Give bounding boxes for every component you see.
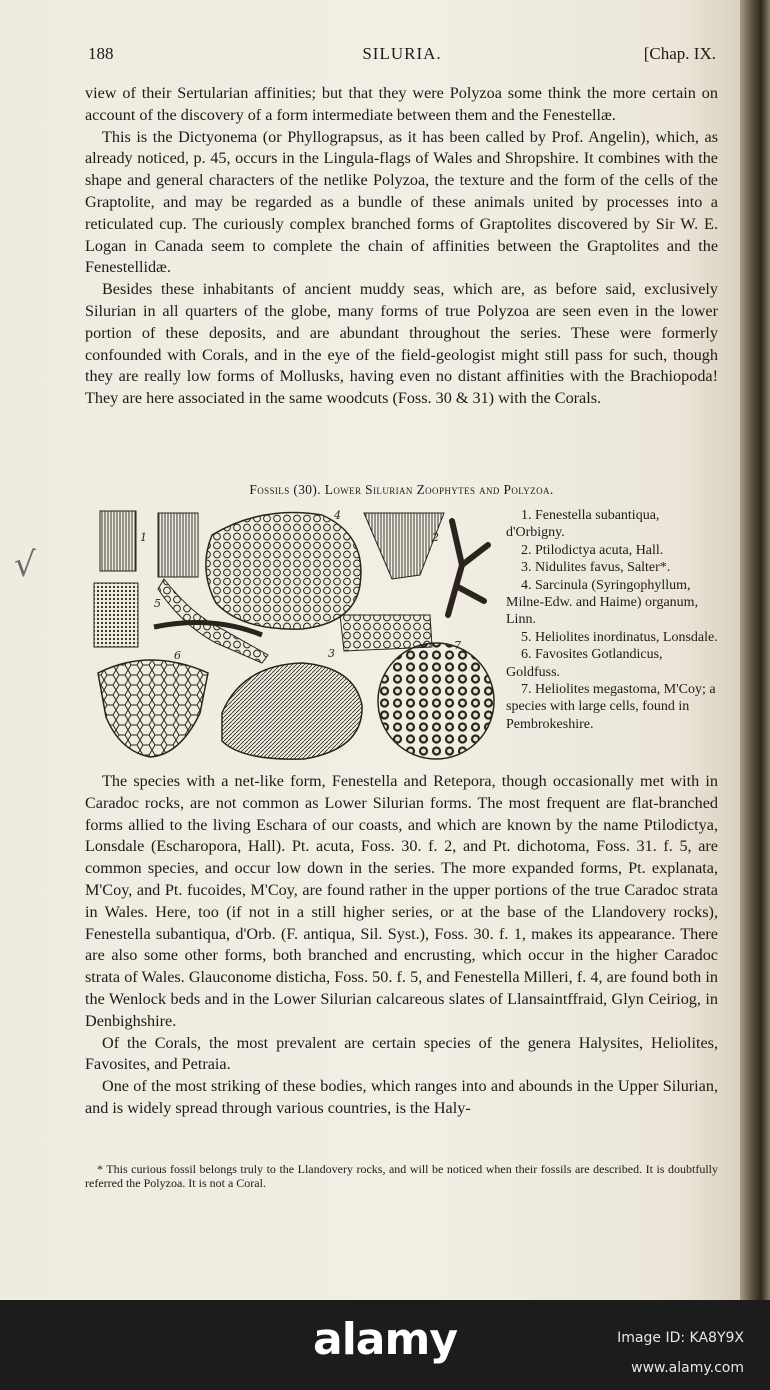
paragraph: The species with a net-like form, Fenestella and Retepora, though occasionally met with in Caradoc rocks, are not common as Lower Silurian forms. The most frequent are flat-branched forms allied to the living Eschara of our coasts, and which are known by the name Ptilodictya, Lonsdale (Escharopora, Hall). Pt. acuta, Foss. 30. f. 2, and Pt. dichotoma, Foss. 31. f. 5, are common species, and occur low down in the series. The more expanded forms, Pt. explanata, M'Coy, and Pt. fucoides, M'Coy, are found rather in the upper portions of the true Caradoc strata in Wales. Here, too (if not in a still higher series, or at the base of the Llandovery rocks), Fenestella subantiqua, d'Orb. (F. antiqua, Sil. Syst.), Foss. 30. f. 1, makes its appearance. There are also some other forms, both branched and encrusting, which occur in the higher Caradoc strata of Wales. Glauconome disticha, Foss. 50. f. 5, and Fenestella Milleri, f. 4, are found both in the Wenlock beds and in the Lower Silurian calcareous slates of Llansaintffraid, Glyn Ceiriog, in Denbighshire. [85,772,718,1030]
heliolites-megastoma-sketch [378,639,494,759]
legend-item: 1. Fenestella subantiqua, d'Orbigny. [506,508,660,541]
legend-item: 2. Ptilodictya acuta, Hall. [521,542,664,558]
paragraph: This is the Dictyonema (or Phyllograpsus, as it has been called by Prof. Angelin), which, as already noticed, p. 45, occurs in the Lingula-flags of Wales and Shropshire. It combines with the shape and general characters of the netlike Polyzoa, the texture and the form of the cells of the Graptolite, and may be regarded as a bundle of these animals united by processes into a reticulated cup. The curiously complex branched forms of Graptolites discovered by Sir W. E. Logan in Canada seem to complete the chain of affinities between the Graptolites and the Fenestellidæ. [85,127,718,277]
fenestella-sketch [100,511,198,577]
legend-item: 6. Favosites Gotlandicus, Goldfuss. [506,647,663,680]
figure-label-3: 3 [328,647,335,660]
ptilodictya-sketch [364,513,488,615]
favosites-sketch [98,649,208,757]
figure-caption: Fossils (30). Lower Silurian Zoophytes and Polyzoa. [249,482,554,497]
figure-label-1: 1 [140,531,147,544]
running-header [88,44,716,66]
figure-label-2: 2 [432,531,439,544]
image-id-label: Image ID: KA8Y9X [617,1330,744,1346]
legend-item: 7. Heliolites megastoma, M'Coy; a species with large cells, found in Pembrokeshire. [506,682,716,732]
legend-item: 4. Sarcinula (Syringophyllum, Milne-Edw. and Haime) organum, Linn. [506,577,699,628]
alamy-logo: alamy [313,1314,457,1365]
legend-item: 5. Heliolites inordinatus, Lonsdale. [521,629,718,645]
book-spine [740,0,770,1300]
stock-watermark-banner [0,1300,770,1390]
pencil-tick-mark: √ [14,545,36,585]
footnote: * This curious fossil belongs truly to the Llandovery rocks, and will be noticed when their fossils are described. It is doubtfully referred the Polyzoa. It is not a Coral. [85,1162,718,1191]
legend-item: 3. Nidulites favus, Salter*. [521,560,671,576]
fossil-woodcut-figure [92,505,498,767]
paragraph: Besides these inhabitants of ancient muddy seas, which are, as before said, exclusively Silurian in all quarters of the globe, many forms of true Polyzoa are seen even in the lower portion of these deposits, and are abundant throughout the series. These were formerly confounded with Corals, and in the eye of the field-geologist might still pass for such, though they are really low forms of Mollusks, having even no distant affinities with the Brachiopoda! They are here associated in the same woodcuts (Foss. 30 & 31) with the Corals. [85,280,718,408]
figure-label-7: 7 [454,639,461,652]
page-number: 188 [88,44,114,63]
figure-legend [506,507,718,733]
paragraph: One of the most striking of these bodies, which ranges into and abounds in the Upper Silurian, and is widely spread through various countries, is the Haly- [85,1077,718,1117]
watermark-url: www.alamy.com [631,1360,744,1376]
running-title: SILURIA. [362,44,442,63]
body-text-bottom [85,771,718,1120]
sarcinula-sketch [206,509,361,629]
figure-label-6: 6 [174,649,181,662]
chapter-label: [Chap. IX. [643,44,716,63]
body-text-top [85,83,718,410]
paragraph: Of the Corals, the most prevalent are certain species of the genera Halysites, Heliolites, Favosites, and Petraia. [85,1033,718,1074]
paragraph: view of their Sertularian affinities; but that they were Polyzoa some think the more certain on account of the discovery of a form intermediate between them and the Fenestellæ. [85,84,718,124]
figure-label-4: 4 [334,509,341,522]
figure-label-5: 5 [154,597,161,610]
